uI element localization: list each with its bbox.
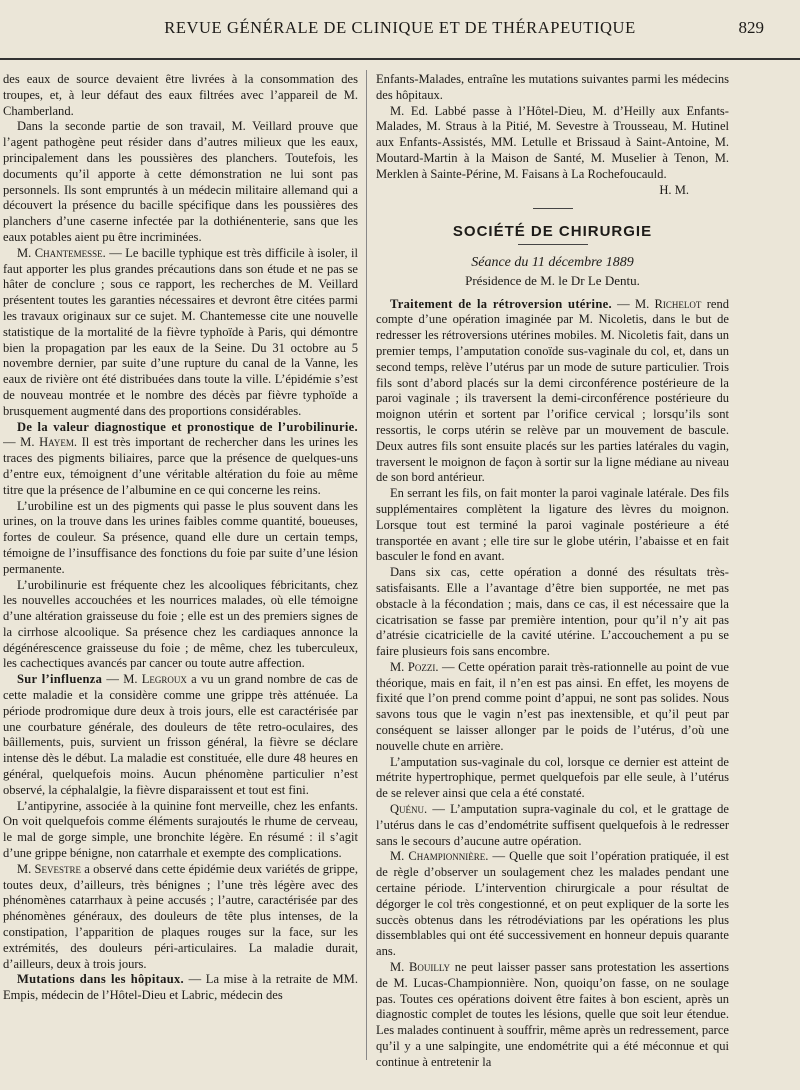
section-heading: De la valeur diagnostique et pronostique de l’urobilinurie. xyxy=(17,419,358,434)
author-signature: H. M. xyxy=(659,182,689,197)
separator-flourish xyxy=(376,200,729,216)
paragraph xyxy=(3,862,358,973)
paragraph-text: a observé dans cette épidémie deux variétés de grippe, toutes deux, d’ailleurs, très bénignes ; l’une très légère avec des phénomènes catarrhaux à peine accusés ; l’autre, caractérisée par des phénomènes généraux, des douleurs de tête plus intenses, de la constipation, l’apparition de plaques rouges sur la face, sur les extrémités, des douleurs péri-articulaires. La maladie durait, d’ailleurs, deux à trois jours. xyxy=(3,861,358,971)
section-heading: Sur l’influenza xyxy=(17,672,103,687)
running-header xyxy=(0,14,800,44)
paragraph xyxy=(3,972,358,1004)
paragraph: L’antipyrine, associée à la quinine font merveille, chez les enfants. On voit quelquefois comme éléments surajoutés le rhume de cerveau, le mal de gorge simple, une bronchite légère. En résumé : il s’agit d’une grippe bénigne, non catarrhale et exempte des complications. xyxy=(3,798,358,861)
session-date: Séance du 11 décembre 1889 xyxy=(471,254,634,270)
paragraph-text: a vu un grand nombre de cas de cette maladie et la considère comme une grippe très atténuée. La période prodromique dure deux à trois jours, elle est caractérisée par une courbature générale, des douleurs de tête retro-oculaires, des bâillements, puis, survient un frisson général, la fièvre se déclare intense dès le début. La maladie est constituée, elle dure 48 heures en général, quelquefois moins. Aucun phénomène particulier n’est observé, la céphalalgie, la fièvre disparaissent et tout est fini. xyxy=(3,672,358,797)
paragraph-text: — La mise à la retraite de MM. Empis, médecin de l’Hôtel-Dieu et Labric, médecin des xyxy=(3,972,358,1003)
paragraph-text: — Le bacille typhique est très difficile à isoler, il faut apporter les plus grandes précautions dans son étude et ne pas se hâter de conclure ; sous ce rapport, les recherches de M. Veillard présentent toutes les garanties nécessaires et devront être citées parmi les travaux originaux sur ce sujet. M. Chantemesse cite une nouvelle statistique de la mortalité de la fièvre typhoïde à Paris, qui démontre bien la propagation par les eaux de la Seine. Du 31 octobre au 5 novembre dernier, par suite d’une rupture du canal de la Vanne, les eaux de rivière ont été distribuées dans toute la ville. L’épidémie s’est de nouveau montrée et le nombre des décès par fièvre typhoïde a brusquement augmenté dans des proportions considérables. xyxy=(3,245,358,418)
paragraph xyxy=(3,672,358,798)
paragraph-text: ne peut laisser passer sans protestation les assertions de M. Lucas-Championnière. Non, quoiqu’on fasse, on ne soulage pas. Toutes ces opérations doivent être faites à bon escient, après un diagnostic complet de toutes les lésions, quelle que soit leur étendue. Les malades continuent à souffrir, même après un redressement, parce qu’il y a une salpingite, une endométrite qui a été méconnue et qui continue à entretenir la xyxy=(376,960,729,1069)
paragraph-text: — Quelle que soit l’opération pratiquée, il est de règle d’observer un soulagement chez les malades pendant une certaine période. L’intervention chirurgicale a pour résultat de dégorger le col très congestionné, et on peut expliquer de la sorte les succès obtenus dans les rétrodéviations par les opérations les plus dissemblables qui ont été successivement en honneur depuis quarante ans. xyxy=(376,849,729,959)
speaker-name: M. Championnière. xyxy=(390,849,489,864)
speaker-name: M. Sevestre xyxy=(17,861,82,876)
page-number: 829 xyxy=(738,18,764,37)
speaker-name: — M. Legroux xyxy=(102,672,187,687)
left-column xyxy=(3,72,358,1078)
paragraph: des eaux de source devaient être livrées à la consommation des troupes, et, à leur défaut des eaux filtrées avec l’appareil de M. Chamberland. xyxy=(3,72,358,118)
speaker-name: M. Chantemesse. xyxy=(17,245,106,260)
section-heading: Traitement de la rétroversion utérine. xyxy=(390,296,612,311)
section-heading: Mutations dans les hôpitaux. xyxy=(17,972,184,987)
paragraph: L’urobilinurie est fréquente chez les alcooliques fébricitants, chez les nouvelles accouchées et les nourrices malades, où elle témoigne d’une altération graisseuse du foie ; elle est un des premiers signes de la cirrhose alcoolique. Sa présence chez les cardiaques annonce la dégénérescence graisseuse du foie ; de même, chez les tuberculeux, les cachectiques avancés par cancer ou toute autre affection. xyxy=(3,577,358,671)
society-heading: SOCIÉTÉ DE CHIRURGIE xyxy=(452,223,653,241)
heading-rule xyxy=(518,244,588,245)
column-divider xyxy=(366,70,367,1060)
paragraph: En serrant les fils, on fait monter la paroi vaginale latérale. Des fils supplémentaires complètent la ligature des lèvres du moignon. Lorsque tout est terminé la paroi vaginale postérieure a été transportée en avant ; elle tire sur le globe utérin, l’abaisse et en fait basculer le fond en avant. xyxy=(376,486,729,564)
paragraph: M. Ed. Labbé passe à l’Hôtel-Dieu, M. d’Heilly aux Enfants-Malades, M. Straus à la Pitié, M. Sevestre à Trousseau, M. Hutinel aux Enfants-Assistés, MM. Letulle et Brissaud à Saint-Antoine, M. Moutard-Martin à la Maison de Santé, M. Muselier à Tenon, M. Merklen à Sainte-Périne, M. Faisans à La Rochefoucauld. xyxy=(376,103,729,181)
paragraph xyxy=(376,297,729,487)
paragraph-text: — Cette opération parait très-rationnelle au point de vue théorique, mais en fait, il n’en est pas ainsi. En effet, les moyens de fixité que l’on prend comme point d’appui, ne sont pas solides. Nous savons tous que le vagin n’est pas inextensible, et qu’il peut par conséquent se laisser allonger par le poids de l’utérus, d’où une nouvelle chute en arrière. xyxy=(376,659,729,753)
speaker-name: Quénu. xyxy=(390,802,428,817)
paragraph xyxy=(376,849,729,960)
speaker-name: M. Bouilly xyxy=(390,960,450,975)
paragraph xyxy=(3,420,358,499)
speaker-name: — M. Richelot xyxy=(611,296,702,311)
speaker-name: M. Pozzi. xyxy=(390,659,439,674)
paragraph: L’urobiline est un des pigments qui passe le plus souvent dans les urines, on la trouve dans les urines faibles comme quantité, boueuses, fortes de couleur. Sa présence, quand elle dure un certain temps, témoigne de l’insuffisance des fonctions du foie par suite d’une lésion permanente. xyxy=(3,498,358,576)
paragraph-text: Il est très important de rechercher dans les urines les traces des pigments biliaires, parce que la présence de quelques-uns d’entre eux, témoignent d’une véritable altération du foie au même titre que la présence de l’albumine en ce qui concerne les reins. xyxy=(3,435,358,497)
paragraph: L’amputation sus-vaginale du col, lorsque ce dernier est atteint de métrite hypertrophique, permet quelquefois par elle seule, à l’utérus de se relever ainsi que cela a été constaté. xyxy=(376,754,729,801)
paragraph-text: rend compte d’une opération imaginée par M. Nicoletis, dans le but de redresser les rétroversions utérines mobiles. M. Nicoletis fait, dans un premier temps, l’amputation conoïde sus-vaginale du col, et, dans un second temps, relève l’utérus par un mode de suture particulier. Trois fils sont d’abord placés sur la demi circonférence postérieure de la paroi vaginale ; ils traversent la demi-circonférence postérieure du moignon utérin et sortent par l’orifice cervical ; lorsqu’ils sont ressortis, le corps utérin se relève par un mouvement de bascule. Deux autres fils sont ensuite placés sur les parties latérales du vagin, traversent le moignon de façon à sortir sur la ligne médiane au niveau de son bord antérieur. xyxy=(376,296,729,485)
right-column xyxy=(376,72,729,1078)
paragraph-text: — L’amputation supra-vaginale du col, et le grattage de l’utérus dans le cas d’endométrite suffisent quelquefois à le redresser sans le secours d’aucune autre opération. xyxy=(376,802,729,848)
presidency-line: Présidence de M. le Dr Le Dentu. xyxy=(465,272,640,288)
paragraph: Dans la seconde partie de son travail, M. Veillard prouve que l’agent pathogène peut résider dans d’autres milieux que les eaux, principalement dans les poussières des planchers. Toutefois, les documents qu’il apporte à cette démonstration ne lui sont pas personnels. Ils sont empruntés à un médecin militaire allemand qui a découvert la présence du bacille spécifique dans les poussières des planchers d’une caserne infectée par la dothiénenterie, sans que les eaux potables aient pu être incriminées. xyxy=(3,119,358,244)
journal-title: REVUE GÉNÉRALE DE CLINIQUE ET DE THÉRAPEUTIQUE xyxy=(164,18,636,37)
paragraph xyxy=(3,246,358,420)
header-rule xyxy=(0,58,800,60)
paragraph xyxy=(376,660,729,755)
paragraph: Dans six cas, cette opération a donné des résultats très-satisfaisants. Elle a l’avantage d’être bien supportée, ne met pas obstacle à la fécondation ; mais, dans ce cas, il est nécessaire que la cicatrisation se fasse par première intention, pour qu’il n’y ait pas d’atrésie cicatricielle de la cavité utérine. L’accouchement a pu se faire plusieurs fois sans encombre. xyxy=(376,565,729,659)
paragraph xyxy=(376,802,729,849)
paragraph: Enfants-Malades, entraîne les mutations suivantes parmi les médecins des hôpitaux. xyxy=(376,72,729,102)
paragraph xyxy=(376,960,729,1071)
speaker-name: — M. Hayem. xyxy=(3,435,77,450)
